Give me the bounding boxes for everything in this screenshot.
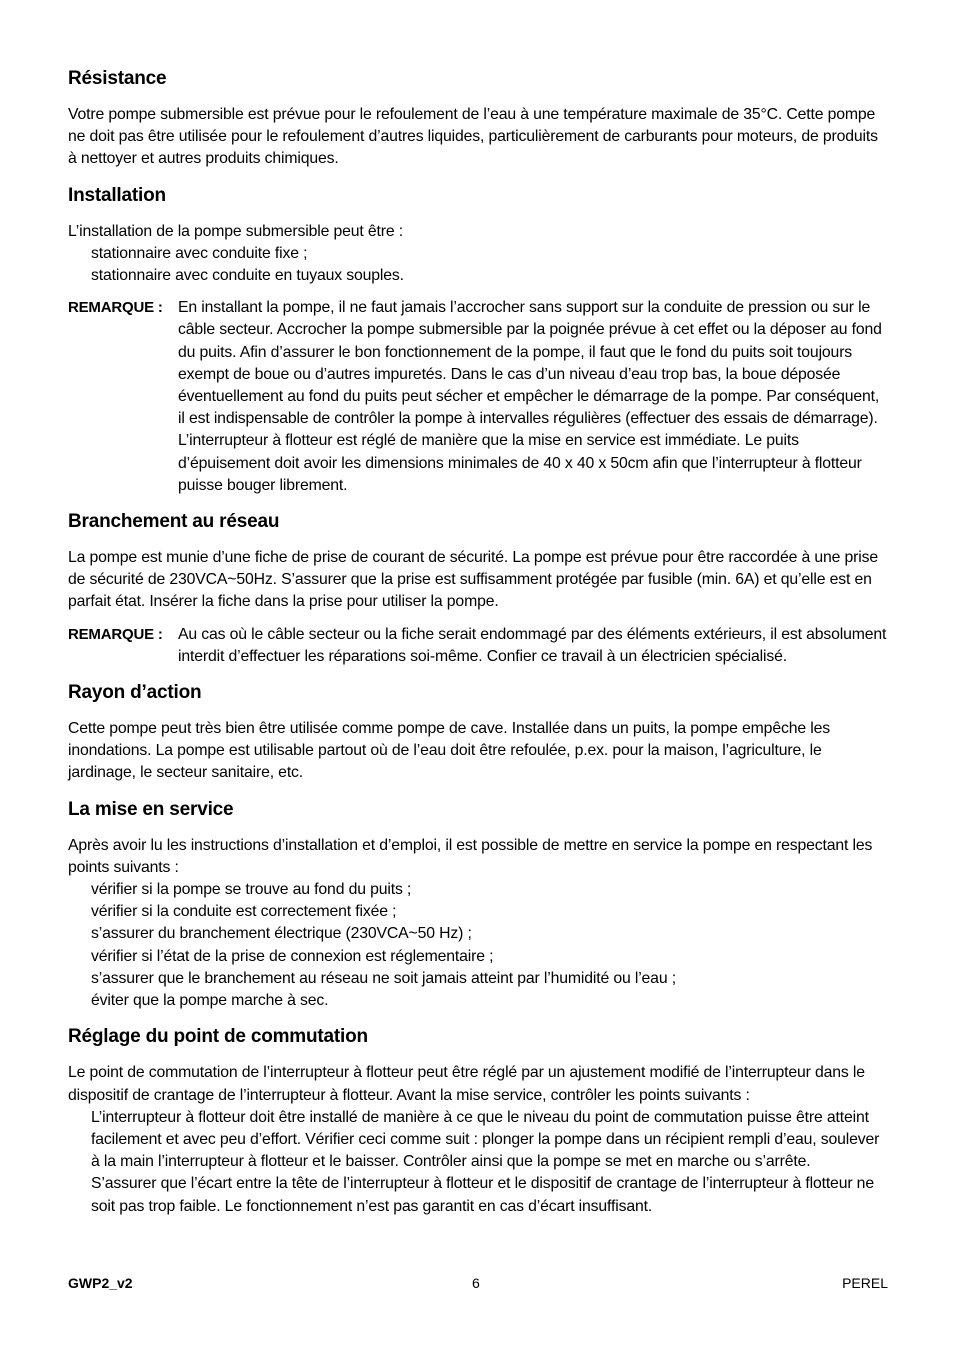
- list-item: stationnaire avec conduite fixe ;: [91, 244, 308, 262]
- page-footer: [68, 1274, 888, 1292]
- mise-en-service-list: [68, 879, 888, 1012]
- note-text: En installant la pompe, il ne faut jamais l’accrocher sans support sur la conduite de pression ou sur le câble secteur. Accrocher la pompe submersible par la poignée prévue à cet effet ou la déposer au fond du puits. Afin d’assurer le bon fonctionnement de la pompe, il faut que le fond du puits soit toujours exempt de boue ou d’autres impuretés. Dans le cas d’un niveau d’eau trop bas, la boue déposée éventuellement au fond du puits peut sécher et empêcher le démarrage de la pompe. Par conséquent, il est indispensable de contrôler la pompe à intervalles régulières (effectuer des essais de démarrage). L’interrupteur à flotteur est réglé de manière que la mise en service est immédiate. Le puits d’épuisement doit avoir les dimensions minimales de 40 x 40 x 50cm afin que l’interrupteur à flotteur puisse bouger librement.: [178, 299, 882, 494]
- list-item: S’assurer que l’écart entre la tête de l’interrupteur à flotteur et le dispositif de crantage de l’interrupteur à flotteur ne soit pas trop faible. Le fonctionnement n’est pas garantit en cas d’écart insuffisant.: [91, 1175, 874, 1215]
- section-reglage: [68, 1024, 888, 1217]
- note-block: [68, 624, 888, 668]
- page-number: 6: [472, 1275, 480, 1291]
- section-installation: [68, 183, 888, 497]
- footer-model: GWP2_v2: [68, 1275, 133, 1291]
- note-label: REMARQUE :: [68, 625, 163, 643]
- reglage-list: [68, 1107, 888, 1218]
- list-item: stationnaire avec conduite en tuyaux souples.: [91, 267, 404, 285]
- note-block: [68, 297, 888, 497]
- section-title: Réglage du point de commutation: [68, 1026, 368, 1048]
- document-page: [68, 66, 888, 1230]
- paragraph: Après avoir lu les instructions d’installation et d’emploi, il est possible de mettre en service la pompe en respectant les points suivants :: [68, 836, 873, 876]
- footer-brand: PEREL: [842, 1275, 888, 1291]
- section-title: Résistance: [68, 68, 167, 89]
- list-item: vérifier si la pompe se trouve au fond du puits ;: [91, 881, 412, 899]
- list-item: s’assurer du branchement électrique (230VCA~50 Hz) ;: [91, 925, 472, 943]
- note-text: Au cas où le câble secteur ou la fiche serait endommagé par des éléments extérieurs, il est absolument interdit d’effectuer les réparations soi-même. Confier ce travail à un électricien spécialisé.: [178, 625, 887, 665]
- section-branchement: [68, 509, 888, 668]
- section-title: Branchement au réseau: [68, 511, 280, 533]
- paragraph: L’installation de la pompe submersible peut être :: [68, 222, 403, 240]
- list-item: vérifier si l’état de la prise de connexion est réglementaire ;: [91, 947, 494, 965]
- section-title: Rayon d’action: [68, 682, 202, 704]
- section-mise-en-service: [68, 797, 888, 1013]
- paragraph: Votre pompe submersible est prévue pour le refoulement de l’eau à une température maximale de 35°C. Cette pompe ne doit pas être utilisée pour le refoulement d’autres liquides, particulièrement de carburants pour moteurs, de produits à nettoyer et autres produits chimiques.: [68, 106, 878, 168]
- list-item: s’assurer que le branchement au réseau ne soit jamais atteint par l’humidité ou l’eau ;: [91, 969, 676, 987]
- paragraph: Le point de commutation de l’interrupteur à flotteur peut être réglé par un ajustement modifié de l’interrupteur dans le dispositif de crantage de l’interrupteur à flotteur. Avant la mise service, contrôler les points suivants :: [68, 1064, 865, 1104]
- installation-list: [68, 243, 888, 287]
- paragraph: La pompe est munie d’une fiche de prise de courant de sécurité. La pompe est prévue pour être raccordée à une prise de sécurité de 230VCA~50Hz. S’assurer que la prise est suffisamment protégée par fusible (min. 6A) et qu’elle est en parfait état. Insérer la fiche dans la prise pour utiliser la pompe.: [68, 549, 878, 611]
- list-item: vérifier si la conduite est correctement fixée ;: [91, 903, 397, 921]
- section-rayon-action: [68, 680, 888, 785]
- section-title: La mise en service: [68, 798, 234, 820]
- section-resistance: [68, 66, 888, 171]
- paragraph: Cette pompe peut très bien être utilisée comme pompe de cave. Installée dans un puits, la pompe empêche les inondations. La pompe est utilisable partout où de l’eau doit être refoulée, p.ex. pour la maison, l’agriculture, le jardinage, le secteur sanitaire, etc.: [68, 720, 830, 782]
- section-title: Installation: [68, 184, 166, 206]
- list-item: L’interrupteur à flotteur doit être installé de manière à ce que le niveau du point de commutation puisse être atteint facilement et avec peu d’effort. Vérifier ceci comme suit : plonger la pompe dans un récipient rempli d’eau, soulever à la main l’interrupteur à flotteur et le baisser. Contrôler ainsi que la pompe se met en marche ou s’arrête.: [91, 1108, 880, 1171]
- note-label: REMARQUE :: [68, 299, 163, 317]
- list-item: éviter que la pompe marche à sec.: [91, 992, 329, 1010]
